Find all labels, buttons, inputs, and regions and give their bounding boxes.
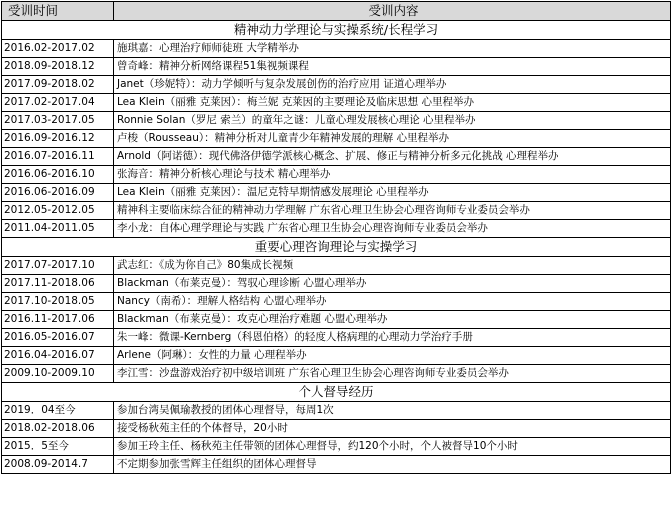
row-content: 朱一峰：微课-Kernberg（科恩伯格）的轻度人格病理的心理动力学治疗手册: [114, 329, 671, 347]
table-row: [2, 402, 671, 420]
table-row: [2, 148, 671, 166]
row-date: 2009.10-2009.10: [2, 365, 114, 383]
header-content: 受训内容: [114, 2, 671, 21]
row-date: 2018.02-2018.06: [2, 420, 114, 438]
table-row: [2, 166, 671, 184]
table-row: [2, 456, 671, 474]
row-date: 2016.09-2016.12: [2, 130, 114, 148]
row-content: 参加王玲主任、杨秋苑主任带领的团体心理督导，约120个小时，个人被督导10个小时: [114, 438, 671, 456]
row-content: Nancy（南希）：理解人格结构 心盟心理举办: [114, 293, 671, 311]
section-title: 精神动力学理论与实操系统/长程学习: [2, 21, 671, 40]
training-table: [1, 1, 671, 474]
table-row: [2, 76, 671, 94]
table-row: [2, 347, 671, 365]
section-title: 个人督导经历: [2, 383, 671, 402]
table-row: [2, 311, 671, 329]
row-date: 2017.07-2017.10: [2, 257, 114, 275]
table-row: [2, 112, 671, 130]
table-row: [2, 202, 671, 220]
row-date: 2016.06-2016.10: [2, 166, 114, 184]
row-content: Arnold（阿诺德）：现代佛洛伊德学派核心概念、扩展、修正与精神分析多元化挑战 心理程举办: [114, 148, 671, 166]
row-content: 李江雪：沙盘游戏治疗初中级培训班 广东省心理卫生协会心理咨询师专业委员会举办: [114, 365, 671, 383]
table-body: [2, 21, 671, 474]
row-date: 2018.09-2018.12: [2, 58, 114, 76]
table-row: [2, 130, 671, 148]
row-date: 2016.11-2017.06: [2, 311, 114, 329]
row-date: 2016.07-2016.11: [2, 148, 114, 166]
section-header-row: [2, 21, 671, 40]
row-content: Blackman（布莱克曼）：驾驭心理诊断 心盟心理举办: [114, 275, 671, 293]
section-header-row: [2, 238, 671, 257]
table-row: [2, 365, 671, 383]
row-content: Lea Klein（丽雅 克莱因）：梅兰妮 克莱因的主要理论及临床思想 心里程举办: [114, 94, 671, 112]
row-content: Ronnie Solan（罗尼 索兰）的童年之谜：儿童心理发展核心理论 心里程举办: [114, 112, 671, 130]
table-row: [2, 40, 671, 58]
row-content: 接受杨秋苑主任的个体督导，20小时: [114, 420, 671, 438]
table-row: [2, 220, 671, 238]
table-row: [2, 257, 671, 275]
row-date: 2017.02-2017.04: [2, 94, 114, 112]
table-row: [2, 293, 671, 311]
row-date: 2019．04至今: [2, 402, 114, 420]
table-header-row: [2, 2, 671, 21]
row-content: 武志红：《成为你自己》80集成长视频: [114, 257, 671, 275]
table-row: [2, 275, 671, 293]
row-date: 2012.05-2012.05: [2, 202, 114, 220]
table-row: [2, 184, 671, 202]
row-content: Arlene（阿琳）：女性的力量 心理程举办: [114, 347, 671, 365]
row-content: Janet（珍妮特）：动力学倾听与复杂发展创伤的治疗应用 证道心理举办: [114, 76, 671, 94]
table-row: [2, 438, 671, 456]
table-row: [2, 329, 671, 347]
section-header-row: [2, 383, 671, 402]
row-date: 2017.11-2018.06: [2, 275, 114, 293]
row-date: 2017.10-2018.05: [2, 293, 114, 311]
row-content: 施琪嘉：心理治疗师师徒班 大学精举办: [114, 40, 671, 58]
table-row: [2, 58, 671, 76]
section-title: 重要心理咨询理论与实操学习: [2, 238, 671, 257]
row-content: Lea Klein（丽雅 克莱因）：温尼克特早期情感发展理论 心里程举办: [114, 184, 671, 202]
header-time: 受训时间: [2, 2, 114, 21]
row-content: Blackman（布莱克曼）：攻克心理治疗难题 心盟心理举办: [114, 311, 671, 329]
row-date: 2015．5至今: [2, 438, 114, 456]
row-date: 2016.05-2016.07: [2, 329, 114, 347]
row-content: 曾奇峰：精神分析网络课程51集视频课程: [114, 58, 671, 76]
row-date: 2017.03-2017.05: [2, 112, 114, 130]
table-row: [2, 420, 671, 438]
row-date: 2016.04-2016.07: [2, 347, 114, 365]
row-date: 2016.06-2016.09: [2, 184, 114, 202]
row-content: 卢梭（Rousseau）：精神分析对儿童青少年精神发展的理解 心里程举办: [114, 130, 671, 148]
table-row: [2, 94, 671, 112]
row-content: 参加台湾吴佩瑜教授的团体心理督导，每周1次: [114, 402, 671, 420]
row-date: 2008.09-2014.7: [2, 456, 114, 474]
row-date: 2016.02-2017.02: [2, 40, 114, 58]
row-date: 2017.09-2018.02: [2, 76, 114, 94]
row-content: 不定期参加张雪辉主任组织的团体心理督导: [114, 456, 671, 474]
row-content: 张海音：精神分析核心理论与技术 精心理举办: [114, 166, 671, 184]
row-content: 李小龙：自体心理学理论与实践 广东省心理卫生协会心理咨询师专业委员会举办: [114, 220, 671, 238]
row-content: 精神科主要临床综合征的精神动力学理解 广东省心理卫生协会心理咨询师专业委员会举办: [114, 202, 671, 220]
row-date: 2011.04-2011.05: [2, 220, 114, 238]
